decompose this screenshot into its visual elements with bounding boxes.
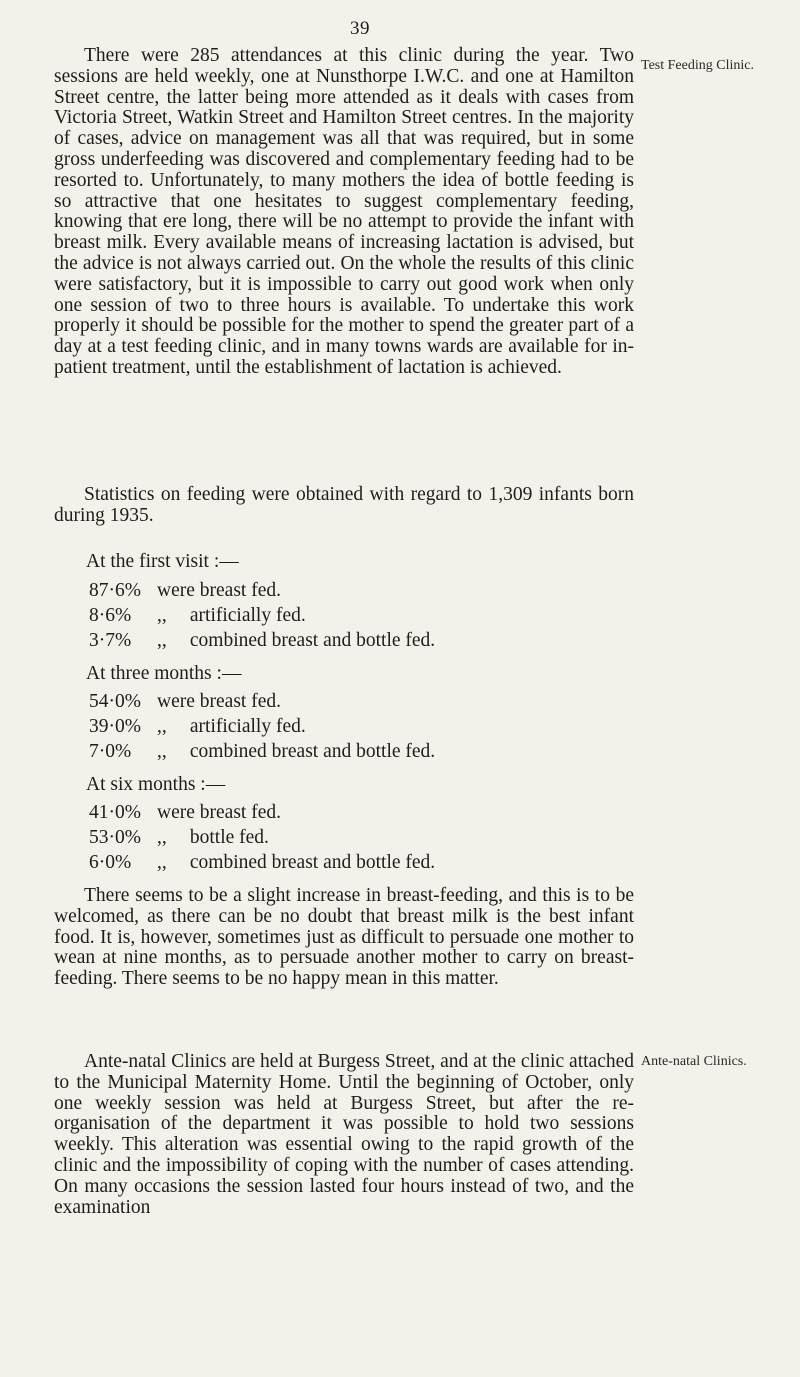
stat-row	[89, 716, 306, 738]
breast-feeding-paragraph: There seems to be a slight increase in breast-feeding, and this is to be welcomed, as there can be no doubt that breast milk is the best infant food. It is, however, sometimes just as difficult to persuade one mother to wean at nine months, as to persuade another mother to carry on breast-feeding. There seems to be no happy mean in this matter.	[54, 885, 634, 990]
margin-note-ante-natal: Ante-natal Clinics.	[641, 1054, 747, 1069]
stat-prefix: were	[157, 802, 195, 823]
stat-prefix: ,,	[157, 852, 167, 873]
stat-prefix: ,,	[157, 630, 167, 651]
stat-text: breast fed.	[199, 802, 281, 823]
group-heading-three-months: At three months :—	[86, 663, 242, 684]
ante-natal-section	[54, 1052, 634, 1218]
stat-prefix: were	[157, 580, 195, 601]
stat-percent: 7·0%	[89, 741, 132, 762]
stat-row	[89, 741, 435, 763]
stat-prefix: ,,	[157, 605, 167, 626]
stat-text: combined breast and bottle fed.	[189, 741, 436, 762]
stat-text: combined breast and bottle fed.	[189, 630, 436, 651]
stat-prefix: ,,	[157, 716, 167, 737]
ante-natal-paragraph: Ante-natal Clinics are held at Burgess Street, and at the clinic attached to the Municipal Maternity Home. Until the beginning of October, only one weekly session was held at Burgess Street, but after the re-organisation of the department it was possible to hold two sessions weekly. This alteration was essential owing to the rapid growth of the clinic and the impossibility of coping with the number of cases attending. On many occasions the session lasted four hours instead of two, and the examination	[54, 1051, 634, 1218]
page-number: 39	[350, 18, 370, 39]
stat-row	[89, 630, 435, 652]
stat-percent: 8·6%	[89, 605, 132, 626]
stat-percent: 41·0%	[89, 802, 141, 823]
stat-text: breast fed.	[199, 580, 281, 601]
test-feeding-paragraph: There were 285 attendances at this clinic during the year. Two sessions are held weekly, one at Nunsthorpe I.W.C. and one at Hamilton Street centre, the latter being more attended as it deals with cases from Victoria Street, Watkin Street and Hamilton Street centres. In the majority of cases, advice on management was all that was required, but in some gross underfeeding was discovered and complementary feeding had to be resorted to. Unfortunately, to many mothers the idea of bottle feeding is so attractive that one hesitates to suggest complementary feeding, knowing that ere long, there will be no attempt to provide the infant with breast milk. Every available means of increasing lactation is advised, but the advice is not always carried out. On the whole the results of this clinic were satisfactory, but it is impossible to carry out good work when only one session of two to three hours is available. To undertake this work properly it should be possible for the mother to spend the greater part of a day at a test feeding clinic, and in many towns wards are available for in-patient treatment, until the establishment of lactation is achieved.	[54, 45, 634, 378]
stat-row	[89, 827, 269, 849]
stat-text: breast fed.	[199, 691, 281, 712]
stat-percent: 3·7%	[89, 630, 132, 651]
stat-row	[89, 852, 435, 874]
stat-prefix: ,,	[157, 741, 167, 762]
group-heading-first-visit: At the first visit :—	[86, 551, 239, 572]
stat-text: bottle fed.	[189, 827, 269, 848]
stat-percent: 39·0%	[89, 716, 141, 737]
stat-text: artificially fed.	[189, 716, 306, 737]
stat-row	[89, 802, 281, 824]
stat-row	[89, 605, 306, 627]
stat-row	[89, 580, 281, 602]
test-feeding-section	[54, 46, 634, 379]
margin-note-test-feeding: Test Feeding Clinic.	[641, 58, 754, 73]
statistics-intro-paragraph: Statistics on feeding were obtained with regard to 1,309 infants born during 1935.	[54, 484, 634, 526]
stat-percent: 87·6%	[89, 580, 141, 601]
stat-prefix: ,,	[157, 827, 167, 848]
stat-prefix: were	[157, 691, 195, 712]
breast-feeding-section	[54, 886, 634, 990]
stat-text: artificially fed.	[189, 605, 306, 626]
stat-percent: 53·0%	[89, 827, 141, 848]
group-heading-six-months: At six months :—	[86, 774, 226, 795]
statistics-intro	[54, 485, 634, 527]
stat-row	[89, 691, 281, 713]
stat-percent: 54·0%	[89, 691, 141, 712]
stat-text: combined breast and bottle fed.	[189, 852, 436, 873]
stat-percent: 6·0%	[89, 852, 132, 873]
